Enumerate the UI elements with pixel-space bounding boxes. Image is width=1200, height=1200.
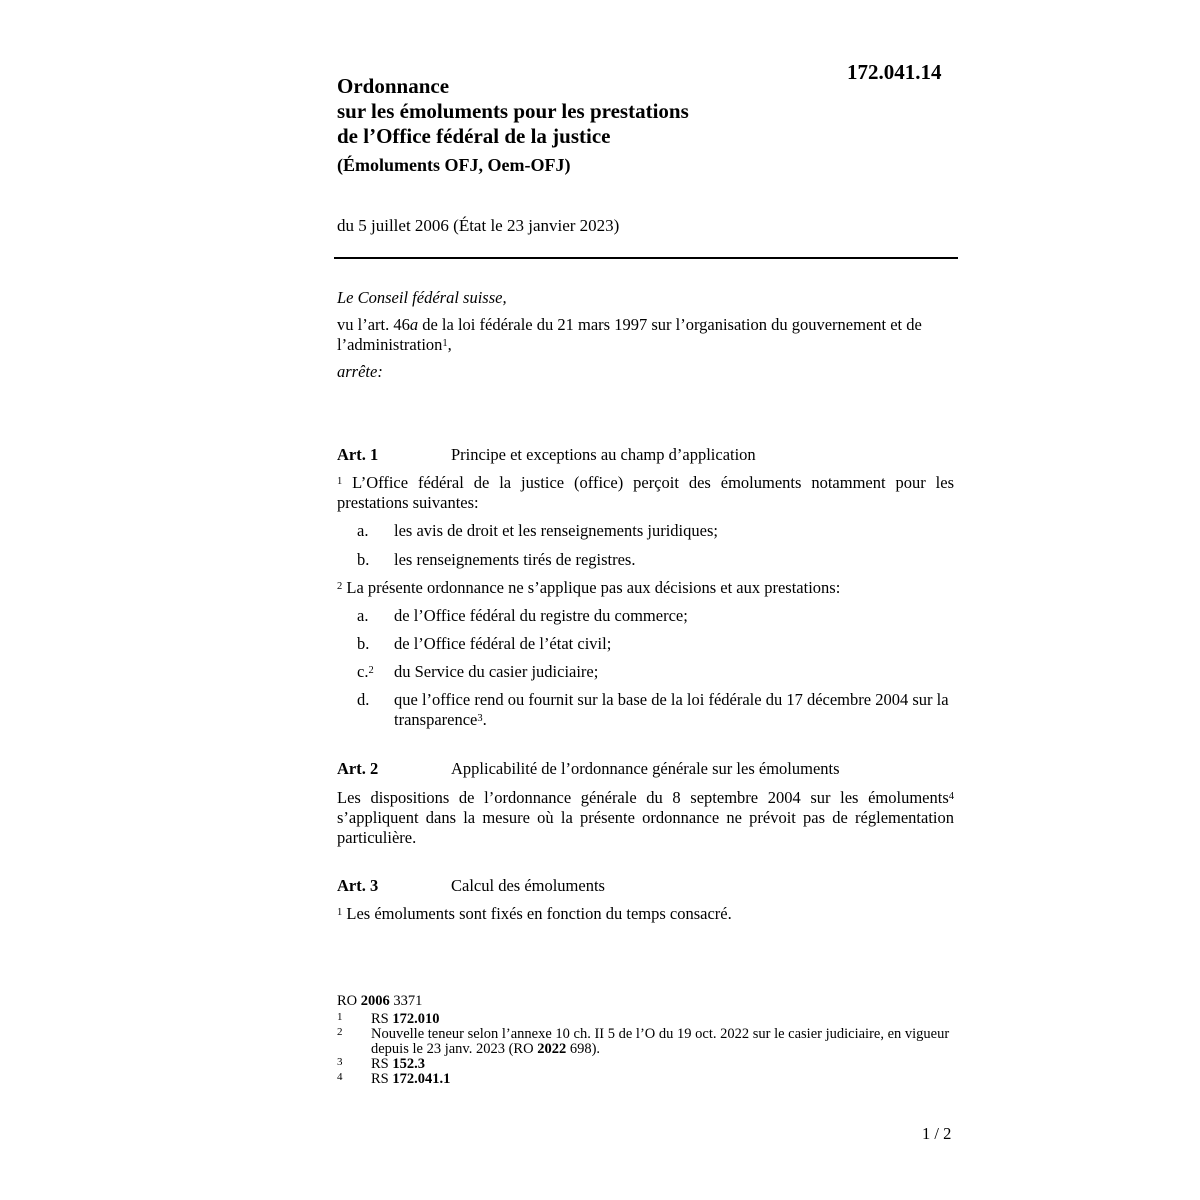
footnotes (337, 994, 957, 1087)
list-item-text: de l’Office fédéral de l’état civil; (394, 634, 612, 653)
footnote-ref-4[interactable]: 4 (948, 791, 954, 802)
list-item-label: a. (357, 521, 369, 540)
preamble-basis-end: , (447, 335, 452, 354)
paragraph-text: L’Office fédéral de la justice (office) perçoit des émoluments notamment pour les prestations suivantes: (337, 473, 954, 512)
article-title: Calcul des émoluments (451, 876, 605, 895)
footnote-text: RS (371, 1071, 393, 1087)
list-item-label: b. (357, 634, 370, 653)
list-item-text: de l’Office fédéral du registre du commerce; (394, 606, 688, 625)
footnote-bold: 2022 (537, 1041, 567, 1057)
title-line-2: sur les émoluments pour les prestations (337, 99, 689, 123)
footnote-bold: 152.3 (392, 1056, 425, 1072)
list-item-text (394, 690, 957, 730)
list-item-text: les renseignements tirés de registres. (394, 550, 636, 569)
ro-year: 2006 (360, 993, 390, 1009)
footnote-ref-1[interactable]: 1 (442, 338, 448, 349)
footnote-text: Nouvelle teneur selon l’annexe 10 ch. II 5 de l’O du 19 oct. 2022 sur le casier judiciaire, en vigueur depuis le 23 janv. 2023 (RO (371, 1026, 950, 1057)
paragraph-text: Les dispositions de l’ordonnance générale du 8 septembre 2004 sur les émoluments (337, 788, 949, 807)
preamble-basis-italic: a (409, 315, 419, 334)
article-number: Art. 2 (337, 759, 379, 778)
preamble-decree: arrête: (337, 362, 383, 381)
article-number: Art. 1 (337, 445, 379, 464)
article-number: Art. 3 (337, 876, 379, 895)
paragraph-number: 1 (337, 907, 343, 918)
list-item-label: d. (357, 690, 370, 709)
preamble-basis (337, 315, 952, 355)
list-item-text: du Service du casier judiciaire; (394, 662, 599, 681)
article-title: Applicabilité de l’ordonnance générale sur les émoluments (451, 759, 840, 778)
footnote-number: 4 (337, 1071, 343, 1083)
page-number: 1 / 2 (922, 1124, 952, 1143)
list-item-letter: c. (357, 662, 369, 681)
footnote-number: 1 (337, 1011, 343, 1023)
preamble-authority: Le Conseil fédéral suisse, (337, 288, 507, 307)
footnote-text-end: 698). (566, 1041, 601, 1057)
article-2-heading (337, 759, 840, 779)
footnote-number: 3 (337, 1056, 343, 1068)
footnote-ref-2[interactable]: 2 (368, 665, 374, 676)
ro-reference (337, 994, 957, 1009)
article-2-text (337, 788, 954, 848)
preamble (337, 288, 952, 389)
document-title (337, 74, 897, 177)
list-item-text-main: que l’office rend ou fournit sur la base de la loi fédérale du 17 décembre 2004 sur la transparence (394, 690, 949, 729)
article-1-paragraph-1 (337, 473, 954, 513)
footnote-4 (337, 1072, 957, 1087)
title-line-1: Ordonnance (337, 74, 450, 98)
list-item-label (357, 662, 374, 682)
document-date: du 5 juillet 2006 (État le 23 janvier 2023) (337, 216, 620, 235)
paragraph-number: 2 (337, 581, 343, 592)
preamble-basis-text-2: de la loi fédérale du 21 mars 1997 sur l’organisation du gouvernement et de l’administration (337, 315, 922, 354)
article-1-heading (337, 445, 756, 465)
list-item-text: les avis de droit et les renseignements juridiques; (394, 521, 718, 540)
header-divider (334, 257, 958, 259)
paragraph-text: Les émoluments sont fixés en fonction du temps consacré. (342, 904, 732, 923)
article-3-heading (337, 876, 605, 896)
list-item-text-end: . (482, 710, 487, 729)
preamble-basis-text: vu l’art. 46 (337, 315, 410, 334)
title-line-3: de l’Office fédéral de la justice (337, 124, 611, 148)
footnote-text: RS (371, 1011, 393, 1027)
title-short: (Émoluments OFJ, Oem-OFJ) (337, 155, 571, 175)
ro-prefix: RO (337, 993, 361, 1009)
paragraph-number: 1 (337, 476, 343, 487)
article-title: Principe et exceptions au champ d’application (451, 445, 756, 464)
list-item-label: a. (357, 606, 369, 625)
article-1-paragraph-2 (337, 578, 954, 598)
paragraph-text: La présente ordonnance ne s’applique pas aux décisions et aux prestations: (342, 578, 841, 597)
footnote-bold: 172.041.1 (392, 1071, 451, 1087)
footnote-text: RS (371, 1056, 393, 1072)
footnote-ref-3[interactable]: 3 (477, 713, 483, 724)
ro-page: 3371 (389, 993, 423, 1009)
footnote-number: 2 (337, 1026, 343, 1038)
footnote-bold: 172.010 (392, 1011, 440, 1027)
paragraph-text-2: s’appliquent dans la mesure où la présente ordonnance ne prévoit pas de réglementation particulière. (337, 808, 954, 847)
sr-number: 172.041.14 (847, 60, 942, 84)
footnote-1 (337, 1012, 957, 1027)
footnote-3 (337, 1057, 957, 1072)
list-item-label: b. (357, 550, 370, 569)
article-3-paragraph-1 (337, 904, 954, 924)
footnote-2 (337, 1027, 957, 1057)
